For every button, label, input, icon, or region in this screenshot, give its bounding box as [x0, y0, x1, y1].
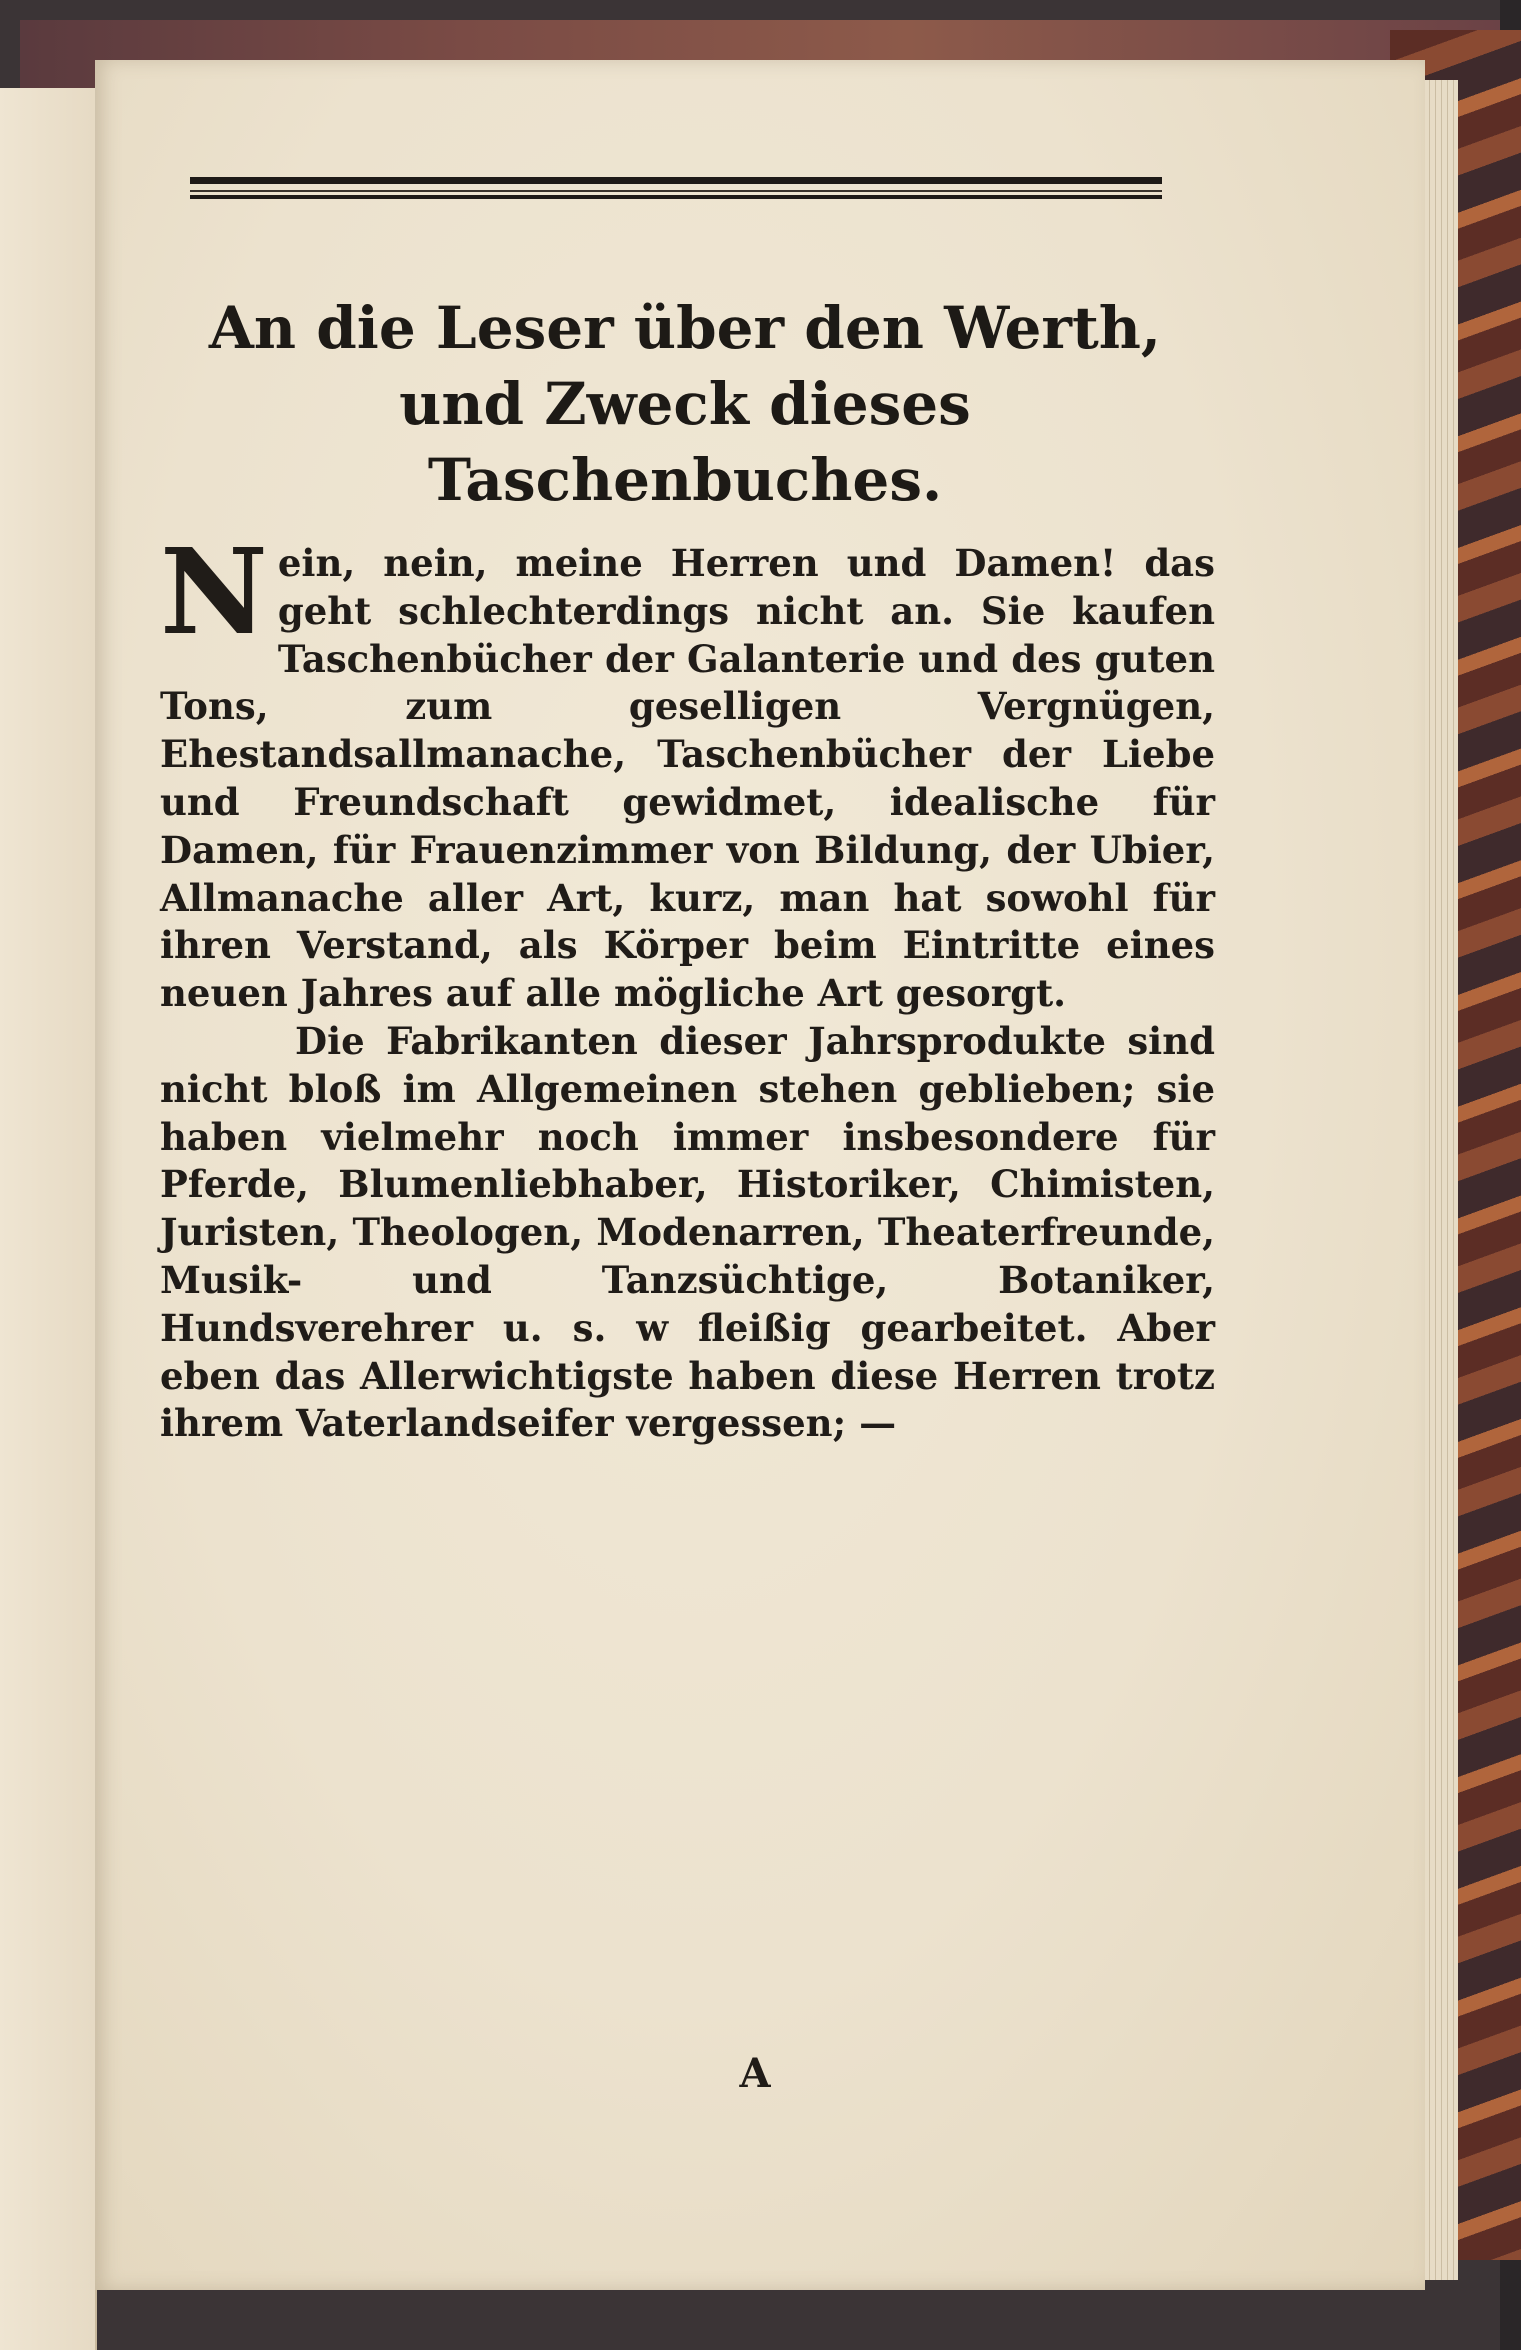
book-page — [95, 60, 1425, 2290]
body-text — [160, 522, 1215, 1448]
left-page-margin — [0, 88, 97, 2350]
signature-mark: A — [739, 2050, 771, 2097]
page-title: An die Leser über den Werth, und Zweck dieses Taschenbuches. — [208, 294, 1162, 514]
drop-cap: N — [160, 522, 268, 661]
paragraph-1: ein, nein, meine Herren und Damen! das geht schlechterdings nicht an. Sie kaufen Taschenbücher der Galanterie und des guten Tons, zum geselligen Vergnügen, Ehestandsallmanache, Taschenbücher der Liebe und Freundschaft gewidmet, idealische für Damen, für Frauenzimmer von Bildung, der Ubier, Allmanache aller Art, kurz, man hat sowohl für ihren Verstand, als Körper beim Eintritte eines neuen Jahres auf alle mögliche Art gesorgt. — [160, 541, 1215, 1016]
paragraph-2: Die Fabrikanten dieser Jahrsprodukte sind nicht bloß im Allgemeinen stehen geblieben; sie haben vielmehr noch immer insbesondere für Pferde, Blumenliebhaber, Historiker, Chimisten, Juristen, Theologen, Modenarren, Theaterfreunde, Musik- und Tanzsüchtige, Botaniker, Hundsverehrer u. s. w fleißig gearbeitet. Aber eben das Allerwichtigste haben diese Herren trotz ihrem Vaterlandseifer vergessen; — — [160, 1018, 1215, 1446]
decorative-rule — [190, 177, 1162, 199]
